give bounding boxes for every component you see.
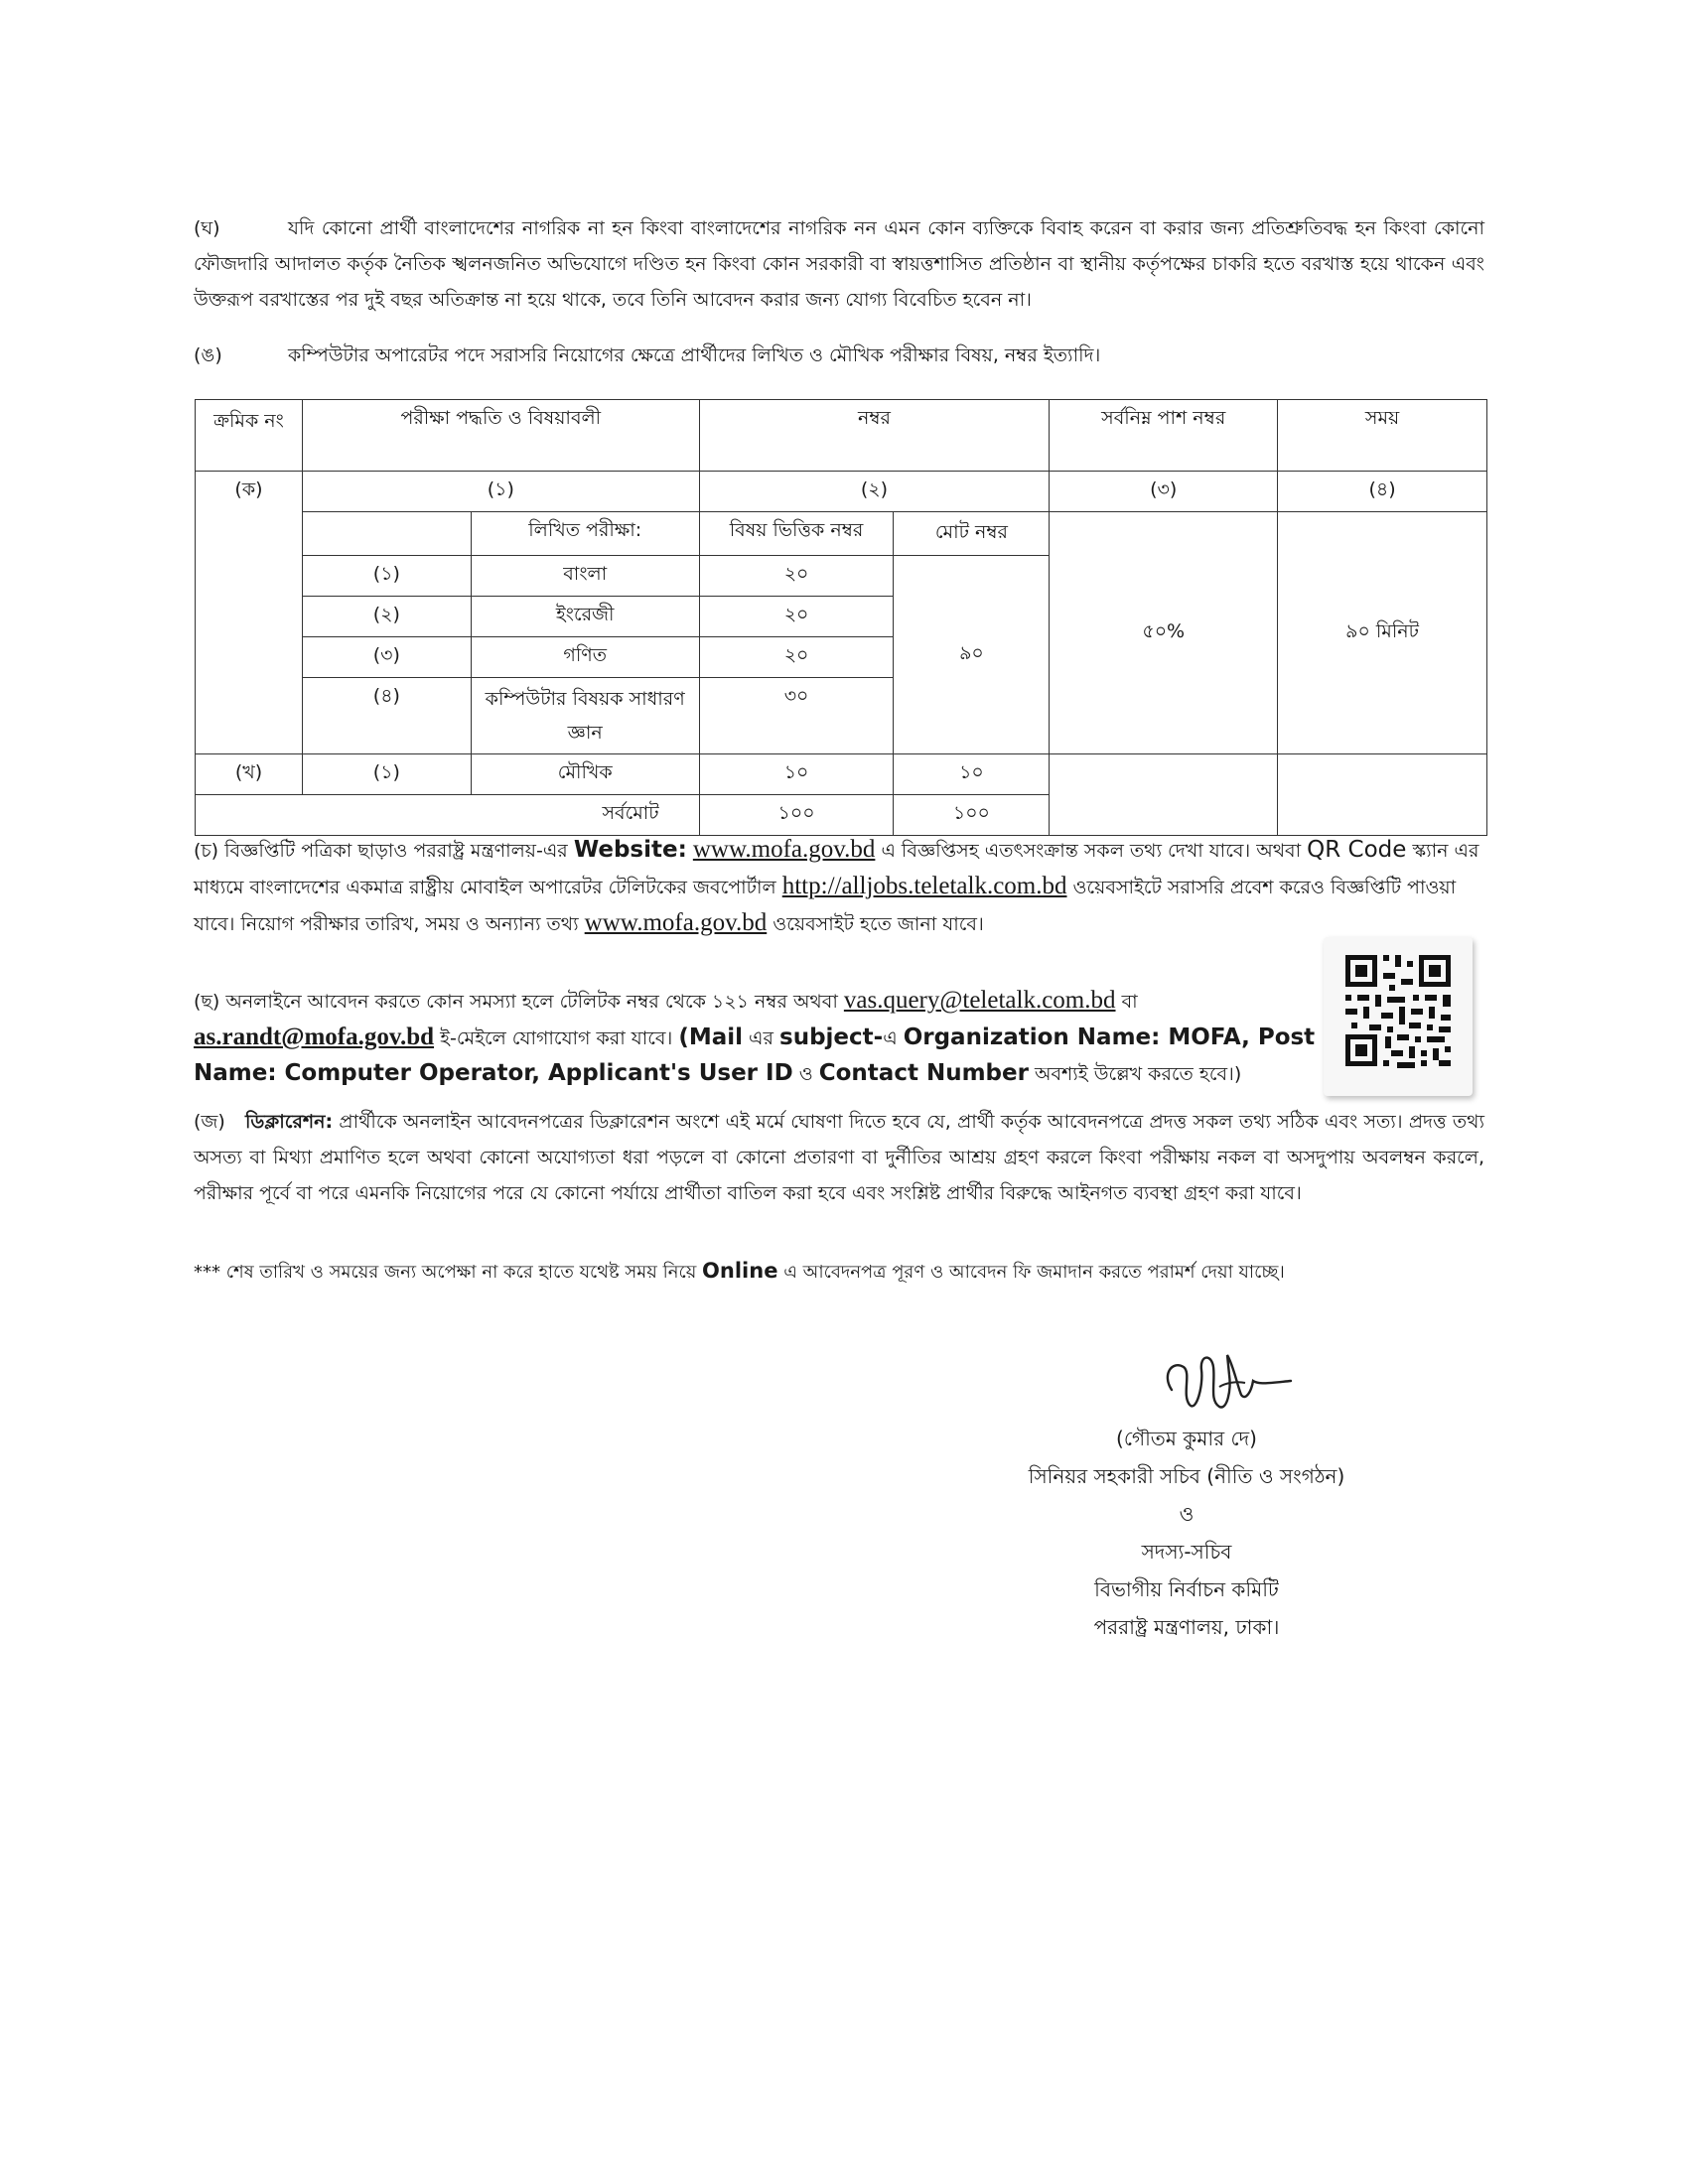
subject-marks: ২০: [699, 556, 894, 597]
website-label: Website:: [573, 837, 687, 863]
subject-name: মৌখিক: [471, 754, 699, 795]
column-number-2: (২): [699, 472, 1050, 512]
signatory-ministry: পররাষ্ট্র মন্ত্রণালয়, ঢাকা।: [1093, 1615, 1280, 1639]
para-text: বা: [1121, 991, 1138, 1013]
grand-total-label: সর্বমোট: [302, 795, 699, 836]
section-kha: (খ): [196, 754, 303, 795]
total-marks-header: মোট নম্বর: [894, 512, 1050, 556]
mail-organization: Organization Name: MOFA, Post Name: Computer Operator, Applicant's User ID: [194, 1024, 1316, 1086]
subject-marks: ৩০: [699, 678, 894, 754]
para-text: এ: [883, 1027, 898, 1049]
para-text: ওয়েবসাইট হতে জানা যাবে।: [773, 913, 984, 935]
written-total-marks: ৯০: [894, 556, 1050, 754]
grand-total-total: ১০০: [894, 795, 1050, 836]
signatory-committee: বিভাগীয় নির্বাচন কমিটি: [1094, 1577, 1279, 1601]
para-text: ওয়েবসাইটে সরাসরি প্রবেশ করেও বিজ্ঞপ্তিটি পাওয়া যাবে। নিয়োগ পরীক্ষার তারিখ, সময় ও অন্যান্য তথ্য: [194, 877, 1457, 935]
viva-total-marks: ১০: [894, 754, 1050, 795]
signatory-and: ও: [1179, 1502, 1195, 1526]
empty-cell: [196, 795, 303, 836]
mail-open: (Mail: [678, 1024, 743, 1050]
note-text: শেষ তারিখ ও সময়ের জন্য অপেক্ষা না করে হাতে যথেষ্ট সময় নিয়ে: [225, 1262, 697, 1283]
note-text: এ আবেদনপত্র পূরণ ও আবেদন ফি জমাদান করতে পরামর্শ দেয়া যাচ্ছে।: [783, 1262, 1285, 1283]
row-number: (৩): [302, 637, 471, 678]
para-text: কম্পিউটার অপারেটর পদে সরাসরি নিয়োগের ক্ষেত্রে প্রার্থীদের লিখিত ও মৌখিক পরীক্ষার বিষয়, নম্বর ইত্যাদি।: [288, 344, 1101, 366]
note-online: Online: [702, 1259, 778, 1283]
subject-name: বাংলা: [471, 556, 699, 597]
para-label: (ঙ): [194, 344, 222, 366]
para-ja: [194, 1104, 1484, 1211]
website-link-2[interactable]: www.mofa.gov.bd: [584, 909, 768, 936]
signature-block: [953, 1420, 1420, 1646]
handwritten-signature: [1142, 1335, 1301, 1429]
email-link-mofa[interactable]: as.randt@mofa.gov.bd: [194, 1024, 435, 1050]
para-label: (ঘ): [194, 217, 220, 239]
column-number-4: (৪): [1278, 472, 1487, 512]
para-text: ও: [798, 1063, 813, 1085]
subject-marks: ২০: [699, 597, 894, 637]
column-number-1: (১): [302, 472, 699, 512]
column-number-3: (৩): [1050, 472, 1278, 512]
empty-cell: [302, 512, 471, 556]
signatory-member: সদস্য-সচিব: [1141, 1540, 1232, 1564]
para-text: অবশ্যই উল্লেখ করতে হবে।): [1035, 1063, 1242, 1085]
para-text: প্রার্থীকে অনলাইন আবেদনপত্রের ডিক্লারেশন অংশে এই মর্মে ঘোষণা দিতে হবে যে, প্রার্থী কর্তৃক আবেদনপত্রে প্রদত্ত সকল তথ্য সঠিক এবং সত্য। প্রদত্ত তথ্য অসত্য বা মিথ্যা প্রমাণিত হলে অথবা কোনো অযোগ্যতা ধরা পড়লে বা কোনো প্রতারণা বা দুর্নীতির আশ্রয় গ্রহণ করলে কিংবা পরীক্ষায় নকল বা অসদুপায় অবলম্বন করলে, পরীক্ষার পূর্বে বা পরে এমনকি নিয়োগের পরে যে কোনো পর্যায়ে প্রার্থীতা বাতিল করা হবে এবং সংশ্লিষ্ট প্রার্থীর বিরুদ্ধে আইনগত ব্যবস্থা গ্রহণ করা যাবে।: [194, 1111, 1484, 1204]
mail-subject: subject-: [779, 1024, 884, 1050]
pass-mark-value: ৫০%: [1050, 512, 1278, 754]
row-number: (২): [302, 597, 471, 637]
website-link[interactable]: www.mofa.gov.bd: [692, 836, 876, 863]
para-cha: [194, 832, 1484, 942]
note: [194, 1253, 1484, 1291]
empty-cell: [1278, 754, 1487, 836]
para-chha: [194, 983, 1316, 1092]
portal-link[interactable]: http://alljobs.teletalk.com.bd: [781, 873, 1067, 899]
grand-total-marks: ১০০: [699, 795, 894, 836]
subject-name: কম্পিউটার বিষয়ক সাধারণ জ্ঞান: [471, 678, 699, 754]
header-marks: নম্বর: [699, 400, 1050, 472]
para-text: (ছ) অনলাইনে আবেদন করতে কোন সমস্যা হলে টেলিটক নম্বর থেকে ১২১ নম্বর অথবা: [194, 991, 838, 1013]
empty-cell: [1050, 754, 1278, 836]
qr-code: [1324, 937, 1473, 1096]
subject-marks: ২০: [699, 637, 894, 678]
exam-table: [195, 399, 1487, 836]
note-stars: ***: [194, 1262, 220, 1283]
para-text: এর: [749, 1027, 774, 1049]
signatory-name: (গৌতম কুমার দে): [1116, 1427, 1257, 1450]
mail-contact: Contact Number: [818, 1060, 1029, 1086]
para-text: ই-মেইলে যোগাযোগ করা যাবে।: [440, 1027, 673, 1049]
para-text: স্ক্যান এর মাধ্যমে বাংলাদেশের একমাত্র রাষ্ট্রীয় মোবাইল অপারেটর টেলিটকের জবপোর্টাল: [194, 840, 1479, 898]
para-text: এ বিজ্ঞপ্তিসহ এতৎসংক্রান্ত সকল তথ্য দেখা যাবে। অথবা: [881, 840, 1302, 862]
header-serial: ক্রমিক নং: [196, 400, 303, 472]
email-link-teletalk[interactable]: vas.query@teletalk.com.bd: [843, 987, 1116, 1014]
declaration-label: ডিক্লারেশন:: [245, 1111, 334, 1133]
para-text: (চ) বিজ্ঞপ্তিটি পত্রিকা ছাড়াও পররাষ্ট্র মন্ত্রণালয়-এর: [194, 840, 568, 862]
subject-marks-header: বিষয় ভিত্তিক নম্বর: [699, 512, 894, 556]
subject-name: গণিত: [471, 637, 699, 678]
subject-name: ইংরেজী: [471, 597, 699, 637]
para-text: যদি কোনো প্রার্থী বাংলাদেশের নাগরিক না হন কিংবা বাংলাদেশের নাগরিক নন এমন কোন ব্যক্তিকে বিবাহ করেন বা করার জন্য প্রতিশ্রুতিবদ্ধ হন কিংবা কোনো ফৌজদারি আদালত কর্তৃক নৈতিক স্খলনজনিত অভিযোগে দণ্ডিত হন কিংবা কোন সরকারী বা স্বায়ত্তশাসিত প্রতিষ্ঠান বা স্থানীয় কর্তৃপক্ষের চাকরি হতে বরখাস্ত হয়ে থাকেন এবং উক্তরূপ বরখাস্তের পর দুই বছর অতিক্রান্ত না হয়ে থাকে, তবে তিনি আবেদন করার জন্য যোগ্য বিবেচিত হবেন না।: [194, 217, 1484, 311]
row-number: (১): [302, 556, 471, 597]
viva-marks: ১০: [699, 754, 894, 795]
section-ka: (ক): [196, 472, 303, 754]
time-value: ৯০ মিনিট: [1278, 512, 1487, 754]
header-time: সময়: [1278, 400, 1487, 472]
para-gha: [194, 210, 1484, 318]
qr-code-icon: [1324, 937, 1473, 1096]
para-uo: [194, 338, 1484, 373]
para-label: (জ): [194, 1111, 225, 1133]
written-exam-label: লিখিত পরীক্ষা:: [471, 512, 699, 556]
qr-code-text: QR Code: [1307, 837, 1407, 863]
header-method: পরীক্ষা পদ্ধতি ও বিষয়াবলী: [302, 400, 699, 472]
signatory-title: সিনিয়র সহকারী সচিব (নীতি ও সংগঠন): [1028, 1464, 1345, 1488]
row-number: (৪): [302, 678, 471, 754]
row-number: (১): [302, 754, 471, 795]
header-pass-mark: সর্বনিম্ন পাশ নম্বর: [1050, 400, 1278, 472]
